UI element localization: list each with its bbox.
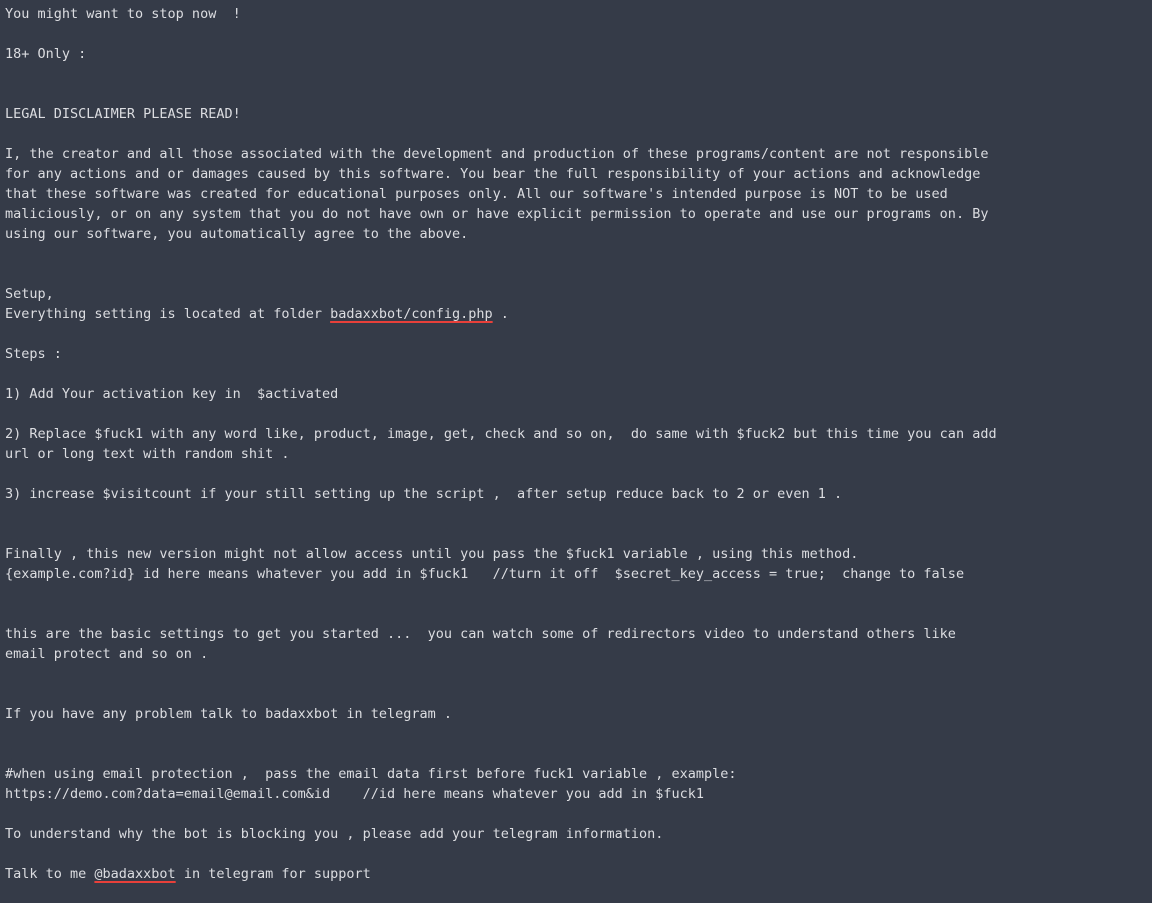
text-line-blank bbox=[5, 744, 1152, 764]
spellcheck-marked-text: badaxxbot/config.php bbox=[330, 306, 493, 322]
text-line bbox=[5, 304, 1152, 324]
text-run: that these software was created for educational purposes only. All our software's intended purpose is NOT to be used bbox=[5, 186, 948, 202]
text-line bbox=[5, 104, 1152, 124]
text-line bbox=[5, 424, 1152, 444]
text-line bbox=[5, 864, 1152, 884]
text-run: 2) Replace $fuck1 with any word like, product, image, get, check and so on, do same with $fuck2 but this time you can add bbox=[5, 426, 997, 442]
text-line-blank bbox=[5, 324, 1152, 344]
text-run: https://demo.com?data=email@email.com&id //id here means whatever you add in $fuck1 bbox=[5, 786, 704, 802]
text-run: LEGAL DISCLAIMER PLEASE READ! bbox=[5, 106, 241, 122]
text-line bbox=[5, 784, 1152, 804]
text-line bbox=[5, 284, 1152, 304]
text-line-blank bbox=[5, 844, 1152, 864]
text-run: this are the basic settings to get you started ... you can watch some of redirectors video to understand others like bbox=[5, 626, 956, 642]
text-line-blank bbox=[5, 84, 1152, 104]
text-run: Steps : bbox=[5, 346, 62, 362]
spellcheck-marked-text: @badaxxbot bbox=[94, 866, 176, 882]
text-line bbox=[5, 624, 1152, 644]
text-run: 3) increase $visitcount if your still setting up the script , after setup reduce back to 2 or even 1 . bbox=[5, 486, 843, 502]
text-line bbox=[5, 824, 1152, 844]
text-line bbox=[5, 704, 1152, 724]
text-line bbox=[5, 344, 1152, 364]
text-line bbox=[5, 144, 1152, 164]
text-run: Setup, bbox=[5, 286, 54, 302]
text-line-blank bbox=[5, 684, 1152, 704]
text-line bbox=[5, 764, 1152, 784]
text-line bbox=[5, 204, 1152, 224]
text-run: maliciously, or on any system that you do not have own or have explicit permission to operate and use our programs on. By bbox=[5, 206, 989, 222]
text-run: 1) Add Your activation key in $activated bbox=[5, 386, 339, 402]
text-run: I, the creator and all those associated with the development and production of these programs/content are not responsible bbox=[5, 146, 989, 162]
text-line bbox=[5, 644, 1152, 664]
text-line-blank bbox=[5, 264, 1152, 284]
text-line bbox=[5, 164, 1152, 184]
text-line-blank bbox=[5, 804, 1152, 824]
text-run: If you have any problem talk to badaxxbot in telegram . bbox=[5, 706, 453, 722]
text-line bbox=[5, 4, 1152, 24]
text-line-blank bbox=[5, 244, 1152, 264]
text-run: 18+ Only : bbox=[5, 46, 87, 62]
text-line-blank bbox=[5, 664, 1152, 684]
text-line bbox=[5, 184, 1152, 204]
text-run: Talk to me bbox=[5, 866, 95, 882]
text-run: . bbox=[492, 306, 509, 322]
text-line bbox=[5, 444, 1152, 464]
text-line bbox=[5, 224, 1152, 244]
text-line-blank bbox=[5, 724, 1152, 744]
text-run: You might want to stop now ! bbox=[5, 6, 241, 22]
text-line-blank bbox=[5, 64, 1152, 84]
text-line bbox=[5, 384, 1152, 404]
text-run: #when using email protection , pass the email data first before fuck1 variable , example: bbox=[5, 766, 737, 782]
text-line bbox=[5, 564, 1152, 584]
text-line-blank bbox=[5, 584, 1152, 604]
text-run: {example.com?id} id here means whatever you add in $fuck1 //turn it off $secret_key_access = true; change to false bbox=[5, 566, 965, 582]
text-run: using our software, you automatically agree to the above. bbox=[5, 226, 469, 242]
text-run: for any actions and or damages caused by this software. You bear the full responsibility of your actions and acknowledge bbox=[5, 166, 981, 182]
text-line bbox=[5, 544, 1152, 564]
text-run: Everything setting is located at folder bbox=[5, 306, 331, 322]
text-line bbox=[5, 484, 1152, 504]
text-run: email protect and so on . bbox=[5, 646, 209, 662]
text-line-blank bbox=[5, 524, 1152, 544]
text-line-blank bbox=[5, 604, 1152, 624]
text-line bbox=[5, 44, 1152, 64]
text-line-blank bbox=[5, 124, 1152, 144]
text-line-blank bbox=[5, 364, 1152, 384]
text-line-blank bbox=[5, 504, 1152, 524]
text-line-blank bbox=[5, 464, 1152, 484]
text-run: url or long text with random shit . bbox=[5, 446, 290, 462]
text-run: in telegram for support bbox=[175, 866, 371, 882]
text-line-blank bbox=[5, 404, 1152, 424]
text-run: To understand why the bot is blocking you , please add your telegram information. bbox=[5, 826, 664, 842]
text-run: Finally , this new version might not allow access until you pass the $fuck1 variable , using this method. bbox=[5, 546, 859, 562]
text-line-blank bbox=[5, 24, 1152, 44]
